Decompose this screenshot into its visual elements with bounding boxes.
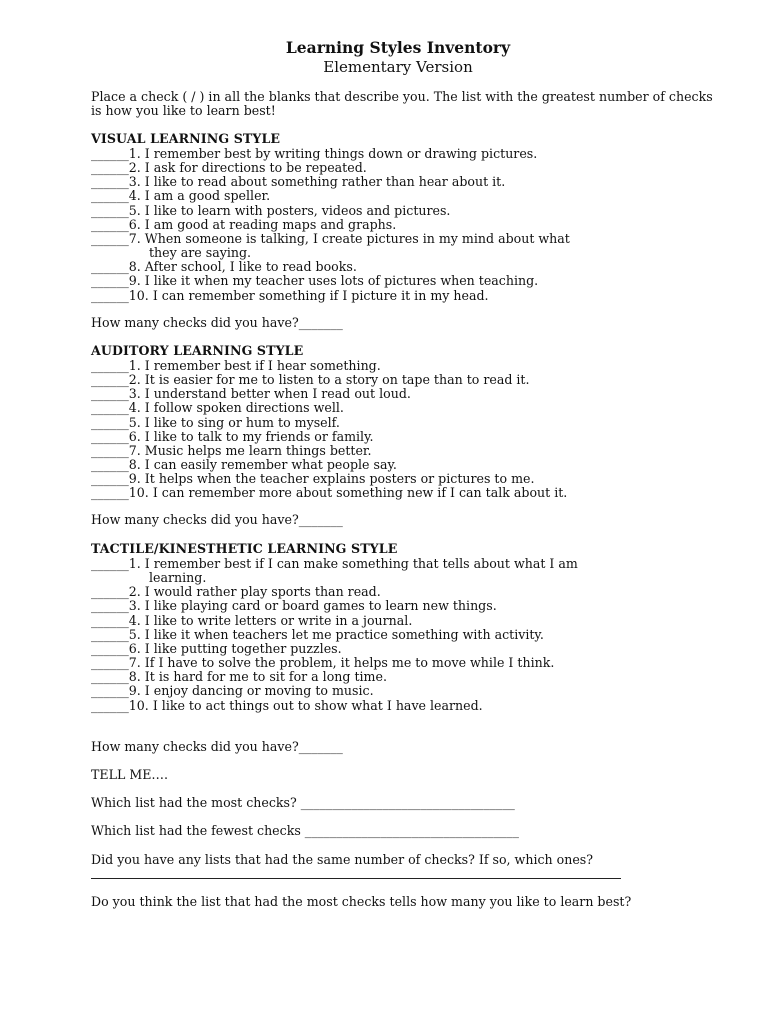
list-item: ______1. I remember best if I hear something. [91,358,381,373]
list-item: ______9. It helps when the teacher explains posters or pictures to me. [91,471,535,487]
list-item: ______1. I remember best if I can make something that tells about what I am learning. [91,556,578,586]
list-item: ______5. I like to sing or hum to myself. [91,414,340,430]
list-item: ______5. I like it when teachers let me practice something with activity. [91,626,544,642]
list-item: ______4. I follow spoken directions well. [91,400,344,416]
list-item: ______10. I can remember something if I picture it in my head. [91,287,489,303]
list-item: ______3. I like playing card or board games to learn new things. [91,598,497,614]
list-item: ______9. I like it when my teacher uses lots of pictures when teaching. [91,273,539,289]
section-heading-auditory: AUDITORY LEARNING STYLE [91,343,304,358]
question-fewest-checks: Which list had the fewest checks __________________________________ [91,823,519,838]
list-item: ______6. I like putting together puzzles. [91,640,342,656]
question-learn-best: Do you think the list that had the most checks tells how many you like to learn best? [91,894,632,909]
tell-me-heading: TELL ME…. [91,767,169,782]
list-item: ______2. I would rather play sports than read. [91,584,381,600]
list-item: ______1. I remember best by writing things down or drawing pictures. [91,146,538,161]
list-item: ______2. I ask for directions to be repeated. [91,160,367,176]
page-title: Learning Styles Inventory [285,38,511,57]
page-subtitle: Elementary Version [323,58,473,76]
question-most-checks: Which list had the most checks? __________________________________ [91,795,515,810]
list-item: ______10. I like to act things out to show what I have learned. [91,697,483,713]
list-item: ______8. After school, I like to read books. [91,259,357,275]
list-item: ______8. I can easily remember what people say. [91,457,397,473]
section-heading-tactile: TACTILE/KINESTHETIC LEARNING STYLE [91,541,398,556]
list-item: ______10. I can remember more about something new if I can talk about it. [91,485,568,501]
checklist-tactile [91,557,651,713]
count-prompt-tactile: How many checks did you have?_______ [91,739,343,754]
checklist-visual [91,147,651,303]
instructions: Place a check ( / ) in all the blanks that describe you. The list with the greatest number of checks is how you like to learn best! [91,89,713,119]
list-item: ______6. I like to talk to my friends or family. [91,428,374,444]
list-item: ______7. When someone is talking, I create pictures in my mind about what they are saying. [91,230,570,261]
list-item: ______4. I like to write letters or write in a journal. [91,612,413,628]
list-item: ______9. I enjoy dancing or moving to music. [91,683,374,699]
answer-line [91,878,621,879]
list-item: ______2. It is easier for me to listen to a story on tape than to read it. [91,372,530,388]
list-item: ______7. Music helps me learn things better. [91,442,372,458]
list-item: ______8. It is hard for me to sit for a long time. [91,669,387,685]
list-item: ______6. I am good at reading maps and graphs. [91,216,397,232]
count-prompt-auditory: How many checks did you have?_______ [91,512,343,527]
list-item: ______7. If I have to solve the problem, it helps me to move while I think. [91,655,555,671]
list-item: ______3. I understand better when I read out loud. [91,386,411,402]
list-item: ______4. I am a good speller. [91,188,271,204]
question-same-number: Did you have any lists that had the same number of checks? If so, which ones? [91,852,594,867]
count-prompt-visual: How many checks did you have?_______ [91,315,343,330]
section-heading-visual: VISUAL LEARNING STYLE [91,131,281,146]
list-item: ______5. I like to learn with posters, videos and pictures. [91,202,451,218]
list-item: ______3. I like to read about something rather than hear about it. [91,174,506,190]
checklist-auditory [91,359,651,501]
